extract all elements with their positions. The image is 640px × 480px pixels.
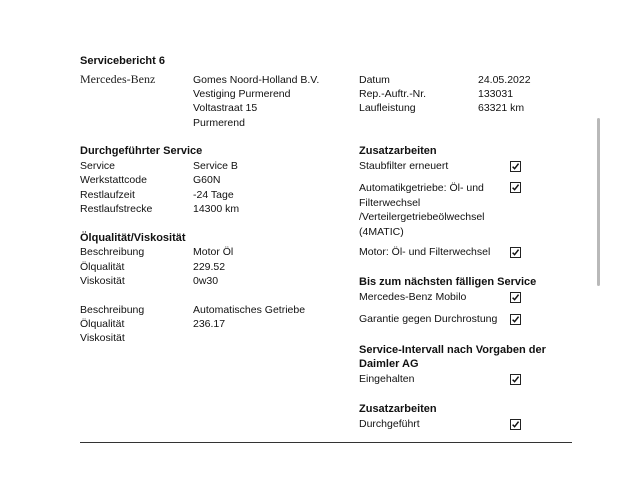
order-number-label: Rep.-Auftr.-Nr. [359, 88, 427, 100]
oil-row-value: 229.52 [193, 261, 226, 273]
oil-row-label: Beschreibung [80, 304, 145, 316]
oil-row-value: Motor Öl [193, 246, 234, 258]
mileage-value: 63321 km [478, 102, 525, 114]
scrollbar[interactable] [597, 118, 600, 286]
service-row-label: Restlaufzeit [80, 189, 135, 201]
report-title: Servicebericht 6 [80, 55, 165, 67]
dealer-name: Gomes Noord-Holland B.V. [193, 74, 320, 86]
service-row-value: 14300 km [193, 203, 240, 215]
service-row-label: Service [80, 160, 116, 172]
extras-heading: Zusatzarbeiten [359, 145, 437, 157]
extras-item-label: Staubfilter erneuert [359, 160, 449, 172]
oil-row-label: Viskosität [80, 275, 125, 287]
dealer-branch: Vestiging Purmerend [193, 88, 291, 100]
oil-row-label: Viskosität [80, 332, 125, 344]
service-row-value: G60N [193, 174, 221, 186]
checkbox-checked-icon[interactable] [510, 292, 521, 303]
extras-item-label: Automatikgetriebe: Öl- und Filterwechsel /Verteilergetriebeölwechsel (4MATIC) [359, 182, 485, 238]
interval-heading: Service-Intervall nach Vorgaben der Daimler AG [359, 344, 546, 370]
oil-row-value: Automatisches Getriebe [193, 304, 306, 316]
service-row-label: Werkstattcode [80, 174, 147, 186]
oil-row-value: 236.17 [193, 318, 226, 330]
checkbox-checked-icon[interactable] [510, 419, 521, 430]
checkbox-checked-icon[interactable] [510, 314, 521, 325]
next-due-heading: Bis zum nächsten fälligen Service [359, 276, 537, 288]
date-label: Datum [359, 74, 390, 86]
extras2-heading: Zusatzarbeiten [359, 403, 437, 415]
interval-item-label: Eingehalten [359, 373, 415, 385]
brand-logo-text: Mercedes-Benz [80, 72, 156, 86]
extras-item-label: Motor: Öl- und Filterwechsel [359, 246, 491, 258]
next-due-item-label: Mercedes-Benz Mobilo [359, 291, 467, 303]
bottom-divider [80, 442, 572, 443]
checkbox-checked-icon[interactable] [510, 247, 521, 258]
service-row-value: -24 Tage [193, 189, 234, 201]
oil-row-value: 0w30 [193, 275, 219, 287]
checkbox-checked-icon[interactable] [510, 161, 521, 172]
service-row-value: Service B [193, 160, 238, 172]
dealer-city: Purmerend [193, 117, 245, 129]
checkbox-checked-icon[interactable] [510, 374, 521, 385]
mileage-label: Laufleistung [359, 102, 416, 114]
oil-row-label: Ölqualität [80, 261, 125, 273]
next-due-item-label: Garantie gegen Durchrostung [359, 313, 498, 325]
order-number-value: 133031 [478, 88, 514, 100]
checkbox-checked-icon[interactable] [510, 182, 521, 193]
service-row-label: Restlaufstrecke [80, 203, 153, 215]
date-value: 24.05.2022 [478, 74, 531, 86]
oil-heading: Ölqualität/Viskosität [80, 232, 186, 244]
dealer-street: Voltastraat 15 [193, 102, 258, 114]
oil-row-label: Ölqualität [80, 318, 125, 330]
oil-row-label: Beschreibung [80, 246, 145, 258]
service-heading: Durchgeführter Service [80, 145, 203, 157]
extras2-item-label: Durchgeführt [359, 418, 420, 430]
